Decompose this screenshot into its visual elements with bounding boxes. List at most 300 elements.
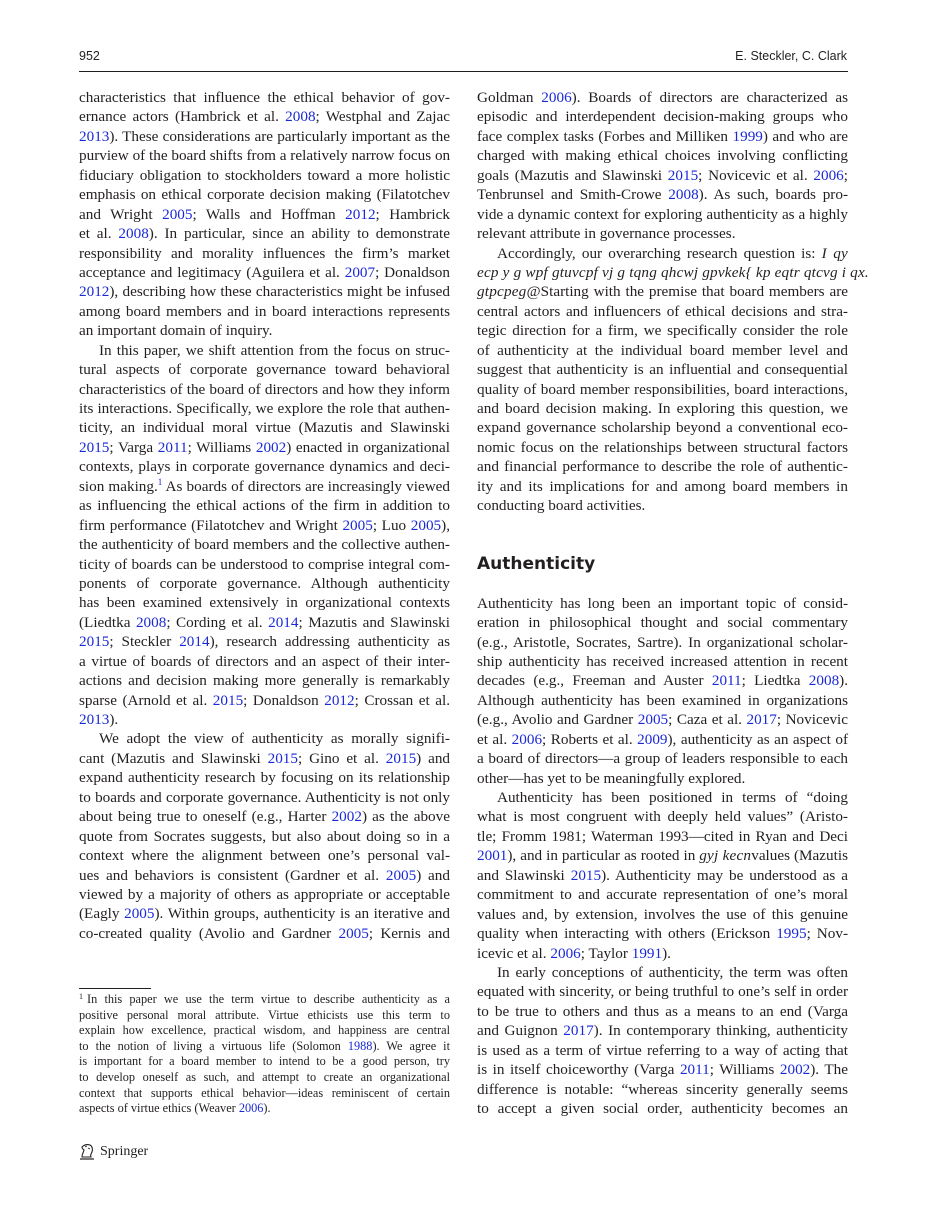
body-text: ). — [109, 711, 119, 728]
text-line — [477, 380, 848, 399]
text-line — [79, 632, 450, 651]
body-text: goals (Mazutis and Slawinski — [477, 166, 668, 184]
text-line — [477, 944, 848, 963]
body-text: In this paper we use the term virtue to describe authenticity as a — [87, 992, 450, 1006]
right-column — [477, 88, 869, 1118]
text-line — [477, 127, 848, 146]
citation-link[interactable]: 2006 — [813, 166, 844, 184]
body-text: (e.g., Avolio and Gardner — [477, 711, 638, 729]
text-line — [79, 399, 450, 418]
text-line — [477, 418, 848, 437]
text-line — [477, 788, 848, 807]
body-text: has been examined extensively in organizational contexts — [79, 594, 450, 612]
text-line — [477, 185, 848, 204]
body-text: positive personal moral attribute. Virtue ethicists use this term to — [79, 1007, 450, 1022]
text-line — [79, 827, 450, 846]
text-line — [79, 438, 450, 457]
text-line — [79, 496, 450, 515]
body-text: purview of the board shifts from a relatively narrow focus on — [79, 147, 451, 165]
body-text: ). We agree it — [372, 1038, 451, 1053]
text-line — [79, 418, 450, 437]
text-line — [477, 749, 848, 768]
citation-link[interactable]: 2005 — [338, 924, 369, 942]
text-line — [477, 107, 848, 126]
body-text: is important for a board member to intend to be a good person, try — [79, 1054, 450, 1069]
body-text: emphasis on ethical corporate decision making (Filatotchev — [79, 186, 450, 204]
body-text: vide a dynamic context for exploring authenticity as a highly — [477, 205, 848, 223]
citation-link[interactable]: 2006 — [550, 944, 581, 962]
text-line — [477, 341, 848, 360]
citation-link[interactable]: 2009 — [637, 730, 668, 748]
text-line — [79, 457, 450, 476]
body-text: values and, by extension, involves the use of this genuine — [477, 905, 848, 923]
citation-link[interactable]: 2005 — [124, 905, 155, 923]
citation-link[interactable]: 2011 — [679, 1061, 710, 1079]
text-line — [477, 1002, 848, 1021]
body-text: quote from Socrates suggests, but also about doing so in a — [79, 827, 450, 845]
citation-link[interactable]: 2011 — [157, 438, 188, 456]
text-line — [477, 302, 848, 321]
text-line — [79, 1070, 450, 1086]
body-text: ; Cording et al. — [166, 613, 269, 631]
body-text: and Guignon — [477, 1022, 564, 1040]
citation-link[interactable]: 2005 — [410, 516, 442, 534]
body-text: Authenticity has long been an important topic of consid- — [477, 594, 848, 612]
text-line — [477, 1021, 848, 1040]
footnote-number: 1 — [79, 992, 83, 1001]
text-line — [79, 1054, 450, 1070]
body-text: values (Mazutis — [751, 847, 848, 865]
citation-link[interactable]: 2002 — [331, 808, 362, 826]
text-line — [477, 866, 848, 885]
running-head-authors: E. Steckler, C. Clark — [735, 49, 847, 63]
text-line — [477, 88, 848, 107]
citation-link[interactable]: 2001 — [477, 847, 508, 865]
body-text: suggest that authenticity is an influential and consequential — [477, 361, 848, 379]
footnote — [79, 992, 450, 1117]
text-line — [79, 185, 450, 204]
body-text: central actors and influencers of ethical decisions and stra- — [477, 302, 848, 320]
citation-link[interactable]: 2017 — [746, 711, 777, 729]
body-text: context where the alignment between one’s personal val- — [79, 847, 450, 865]
body-text: Accordingly, our overarching research question is: — [497, 244, 822, 262]
body-text: ). In contemporary thinking, authenticity — [593, 1022, 848, 1040]
body-text: firm performance (Filatotchev and Wright — [79, 516, 343, 534]
body-text: ; Roberts et al. — [542, 730, 638, 748]
right-column-authenticity-body — [477, 594, 848, 1119]
body-text: ). — [662, 944, 671, 962]
body-text: difference is notable: “whereas sincerity generally seems — [477, 1080, 848, 1098]
text-line — [477, 594, 848, 613]
body-text: sion making. — [79, 477, 158, 495]
text-line — [79, 477, 450, 496]
text-line — [79, 107, 450, 126]
body-text: ; Williams — [709, 1061, 780, 1079]
body-text: acceptance and legitimacy (Aguilera et al. — [79, 263, 345, 281]
body-text: ), — [441, 516, 450, 534]
text-line — [477, 496, 848, 515]
italic-text: ecp y g wpf gtuvcpf vj g tqng qhcwj gpvkek{ kp eqtr qtcvg i qx. — [477, 263, 869, 281]
body-text: an important domain of inquiry. — [79, 322, 273, 340]
text-line — [477, 244, 848, 263]
text-line — [477, 613, 848, 632]
citation-link[interactable]: 2006 — [541, 89, 572, 106]
text-line — [79, 127, 450, 146]
citation-link[interactable]: 2002 — [255, 438, 287, 456]
text-line — [477, 263, 869, 282]
body-text: ues and behaviors is consistent (Gardner et al. — [79, 866, 386, 884]
citation-link[interactable]: 2012 — [79, 283, 110, 301]
text-line — [79, 1008, 450, 1024]
text-line — [79, 924, 450, 943]
body-text: ). The — [810, 1061, 848, 1079]
text-line — [79, 263, 450, 282]
citation-link[interactable]: 2015 — [667, 166, 699, 184]
text-line — [79, 710, 450, 729]
italic-text: gtpcpeg@ — [477, 283, 541, 301]
body-text: Authenticity has been positioned in terms of “doing — [497, 789, 848, 806]
body-text: ). — [839, 672, 849, 690]
body-text: ). In particular, since an ability to demonstrate — [148, 225, 451, 243]
text-line — [477, 807, 848, 826]
body-text: (e.g., Aristotle, Socrates, Sartre). In organizational scholar- — [477, 633, 848, 651]
text-line — [79, 807, 450, 826]
body-text: Starting with the premise that board members are — [540, 283, 848, 301]
body-text: ), and in particular as rooted in — [507, 847, 700, 865]
body-text: is in itself choiceworthy (Varga — [477, 1061, 680, 1079]
body-text: as influencing the ethical actions of the firm in addition to — [79, 497, 450, 515]
text-line — [79, 302, 450, 321]
text-line — [79, 613, 450, 632]
body-text: nomic focus on the relationships between structural factors — [477, 438, 848, 456]
citation-link[interactable]: 2005 — [385, 866, 417, 884]
text-line — [79, 768, 450, 787]
citation-link[interactable]: 2013 — [79, 711, 110, 728]
body-text: ) as the above — [361, 808, 450, 826]
citation-link[interactable]: 2008 — [135, 613, 167, 631]
body-text: ; — [843, 166, 848, 184]
body-text: ) enacted in organizational — [286, 438, 450, 456]
citation-link[interactable]: 2015 — [570, 866, 602, 884]
body-text: ship authenticity has received increased attention in recent — [477, 652, 848, 670]
text-line — [477, 710, 848, 729]
body-text: and board decision making. In exploring this question, we — [477, 400, 848, 417]
citation-link[interactable]: 2005 — [637, 711, 669, 729]
text-line — [477, 671, 848, 690]
citation-link[interactable]: 2011 — [711, 672, 742, 690]
citation-link[interactable]: 2013 — [79, 127, 110, 145]
body-text: relevant attribute in governance processes. — [477, 225, 736, 243]
text-line — [79, 205, 450, 224]
body-text: expand governance scholarship beyond a conventional eco- — [477, 419, 848, 437]
text-line — [79, 146, 450, 165]
citation-link[interactable]: 1991 — [631, 944, 663, 962]
text-line — [79, 555, 450, 574]
body-text: commitment to and accurate representation of one’s moral — [477, 886, 848, 904]
text-line — [79, 1039, 450, 1055]
body-text: As boards of directors are increasingly viewed — [162, 477, 450, 495]
text-line — [477, 146, 848, 165]
body-text: Although authenticity has been examined in organizations — [477, 691, 848, 709]
body-text: to be true to others and thus as a means to an end (Varga — [477, 1002, 848, 1020]
citation-link[interactable]: 2014 — [179, 633, 210, 651]
text-line — [477, 360, 848, 379]
body-text: equated with sincerity, or being truthful to one’s self in order — [477, 983, 848, 1001]
body-text: ticity of boards can be understood to comprise integral com- — [79, 555, 450, 573]
text-line — [477, 769, 848, 788]
body-text: ; Walls and Hoffman — [192, 205, 346, 223]
text-line — [477, 477, 848, 496]
text-line — [477, 224, 848, 243]
citation-link[interactable]: 2008 — [668, 186, 699, 204]
body-text: actions and decision making more generally is remarkably — [79, 672, 450, 690]
body-text: characteristics that influence the ethical behavior of gov- — [79, 89, 450, 106]
body-text: face complex tasks (Forbes and Milliken — [477, 127, 733, 145]
body-text: eration in philosophical thought and social commentary — [477, 614, 848, 632]
body-text: cant (Mazutis and Slawinski — [79, 749, 268, 767]
body-text: tegic direction for a firm, we specifically consider the role — [477, 322, 848, 340]
header-rule — [79, 71, 848, 72]
body-text: contexts, plays in corporate governance dynamics and deci- — [79, 458, 450, 476]
body-text: ) and who are — [762, 127, 849, 145]
text-line — [79, 282, 450, 301]
page-number: 952 — [79, 49, 100, 63]
text-line — [477, 399, 848, 418]
text-line — [477, 1099, 848, 1118]
citation-link[interactable]: 2006 — [511, 730, 543, 748]
body-text: ; Luo — [372, 516, 411, 534]
citation-link[interactable]: 2002 — [779, 1061, 811, 1079]
text-line — [79, 224, 450, 243]
body-text: decades (e.g., Freeman and Auster — [477, 672, 712, 690]
body-text: ; Nov- — [806, 925, 848, 943]
body-text: ; Williams — [187, 438, 256, 456]
text-line — [477, 1080, 848, 1099]
body-text: In this paper, we shift attention from the focus on struc- — [99, 341, 450, 359]
text-line — [477, 963, 848, 982]
citation-link[interactable]: 2015 — [385, 749, 417, 767]
body-text: ; Varga — [109, 438, 158, 456]
body-text: ) and — [416, 749, 451, 767]
body-text: fiduciary obligation to stockholders toward a more holistic — [79, 166, 450, 184]
body-text: tural aspects of corporate governance toward behavioral — [79, 361, 450, 379]
body-text: ). Authenticity may be understood as a — [601, 866, 848, 884]
body-text: aspects of virtue ethics (Weaver — [79, 1101, 239, 1116]
body-text: other—has yet to be meaningfully explored. — [477, 769, 746, 787]
text-line — [477, 282, 848, 301]
body-text: a board of directors—a group of leaders responsible to each — [477, 750, 848, 768]
text-line — [477, 905, 848, 924]
body-text: its interactions. Specifically, we explore the role that authen- — [79, 400, 450, 417]
body-text: ; Kernis and — [368, 924, 450, 942]
body-text: ernance actors (Hambrick et al. — [79, 108, 286, 126]
citation-link[interactable]: 2007 — [344, 263, 376, 281]
body-text: context that supports ethical behavior—ideas reminiscent of certain — [79, 1085, 450, 1100]
body-text: and financial performance to describe the role of authentic- — [477, 458, 848, 476]
text-line — [477, 730, 848, 749]
citation-link[interactable]: 1995 — [776, 925, 807, 943]
text-line — [477, 1060, 848, 1079]
text-line — [477, 982, 848, 1001]
italic-text: gyj kecn — [699, 847, 752, 865]
body-text: ). Within groups, authenticity is an iterative and — [154, 905, 450, 923]
text-line — [477, 321, 848, 340]
body-text: among board members and in board interactions represents — [79, 302, 450, 320]
body-text: ), authenticity as an aspect of — [667, 730, 848, 748]
text-line — [79, 88, 450, 107]
body-text: et al. — [79, 225, 119, 243]
text-line — [79, 1086, 450, 1102]
body-text: ; Mazutis and Slawinski — [298, 613, 450, 631]
body-text: ; Liedtka — [741, 672, 809, 690]
citation-link[interactable]: 2012 — [345, 205, 376, 223]
publisher-name: Springer — [100, 1144, 149, 1159]
body-text: conducting board activities. — [477, 497, 646, 515]
text-line — [477, 652, 848, 671]
text-line — [79, 516, 450, 535]
body-text: ; Steckler — [109, 633, 180, 651]
body-text: icevic et al. — [477, 944, 551, 962]
text-line — [477, 1041, 848, 1060]
body-text: viewed by a majority of others as appropriate or acceptable — [79, 885, 450, 903]
citation-link[interactable]: 2008 — [808, 672, 840, 690]
citation-link[interactable]: 2015 — [212, 691, 244, 709]
body-text: a virtue of boards of directors and an aspect of their inter- — [79, 652, 450, 670]
body-text: quality when interacting with others (Erickson — [477, 925, 777, 943]
text-line — [79, 904, 450, 923]
body-text: ). — [263, 1101, 271, 1116]
body-text: ; Crossan et al. — [354, 691, 450, 709]
body-text: ; Novicevic et al. — [698, 166, 814, 184]
body-text: what is most congruent with deeply held values” (Aristo- — [477, 808, 848, 826]
text-line — [79, 380, 450, 399]
body-text: Goldman — [477, 89, 542, 106]
text-line — [79, 244, 450, 263]
publisher-logo — [79, 1143, 148, 1161]
text-line — [79, 691, 450, 710]
footnote-ref-link[interactable]: 1 — [157, 476, 163, 487]
body-text: and Slawinski — [477, 866, 571, 884]
body-text: to the notion of living a virtuous life (Solomon — [79, 1038, 348, 1053]
citation-link[interactable]: 2006 — [238, 1101, 264, 1116]
text-line — [477, 691, 848, 710]
citation-link[interactable]: 1999 — [732, 127, 763, 145]
body-text: and Wright — [79, 205, 163, 223]
text-line — [79, 535, 450, 554]
body-text: quality of board member responsibilities, board interactions, — [477, 380, 848, 398]
body-text: to accept a given social order, authenticity becomes an — [477, 1100, 848, 1117]
citation-link[interactable]: 1988 — [347, 1038, 373, 1053]
text-line — [79, 866, 450, 885]
body-text: We adopt the view of authenticity as morally signifi- — [99, 730, 450, 748]
text-line — [79, 574, 450, 593]
body-text: ; Gino et al. — [297, 749, 386, 767]
text-line — [79, 729, 450, 748]
left-column — [79, 88, 450, 943]
body-text: ; Novicevic — [776, 711, 849, 729]
body-text: co-created quality (Avolio and Gardner — [79, 924, 339, 942]
text-line — [477, 924, 848, 943]
body-text: charged with making ethical choices involving conflicting — [477, 147, 848, 165]
body-text: Tenbrunsel and Smith-Crowe — [477, 186, 669, 204]
text-line — [79, 652, 450, 671]
citation-link[interactable]: 2015 — [79, 438, 110, 456]
body-text: about being true to oneself (e.g., Harter — [79, 808, 332, 826]
text-line — [477, 205, 848, 224]
body-text: ; Caza et al. — [668, 711, 747, 729]
body-text: characteristics of the board of directors and how they inform — [79, 380, 450, 398]
springer-knight-icon — [79, 1143, 95, 1161]
citation-link[interactable]: 2015 — [267, 749, 298, 767]
text-line — [477, 457, 848, 476]
citation-link[interactable]: 2017 — [563, 1022, 594, 1040]
body-text: tle; Fromm 1981; Waterman 1993—cited in Ryan and Deci — [477, 827, 848, 845]
body-text: expand authenticity research by focusing on its relationship — [79, 769, 450, 787]
body-text: ), research addressing authenticity as — [209, 633, 450, 651]
body-text: ; Donaldson — [243, 691, 325, 709]
text-line — [79, 671, 450, 690]
body-text: of authenticity at the individual board member level and — [477, 341, 848, 359]
body-text: ; Hambrick — [375, 205, 450, 223]
body-text: ; Taylor — [580, 944, 632, 962]
text-line — [477, 846, 848, 865]
citation-link[interactable]: 2014 — [268, 613, 299, 631]
body-text: ity and its implications for and among board members in — [477, 477, 848, 495]
citation-link[interactable]: 2012 — [324, 691, 355, 709]
text-line — [477, 885, 848, 904]
citation-link[interactable]: 2015 — [79, 633, 110, 651]
text-line — [79, 788, 450, 807]
body-text: ponents of corporate governance. Although authenticity — [79, 574, 450, 592]
body-text: et al. — [477, 730, 512, 748]
text-line — [477, 633, 848, 652]
text-line — [79, 1023, 450, 1039]
body-text: episodic and interdependent decision-making groups who — [477, 108, 848, 126]
body-text: to develop oneself as such, and attempt to create an organizational — [79, 1069, 450, 1084]
citation-link[interactable]: 2008 — [285, 108, 316, 126]
body-text: explain how excellence, practical wisdom, and happiness are central — [79, 1023, 450, 1038]
body-text: the authenticity of board members and the collective authen- — [79, 536, 450, 554]
text-line — [79, 321, 450, 340]
text-line — [79, 341, 450, 360]
citation-link[interactable]: 2005 — [162, 205, 193, 223]
body-text: (Liedtka — [79, 613, 136, 631]
text-line — [79, 992, 450, 1008]
right-column-intro — [477, 88, 869, 516]
body-text: responsibility and morality influences the firm’s market — [79, 244, 450, 262]
text-line — [79, 846, 450, 865]
italic-text: I qy — [821, 244, 848, 262]
citation-link[interactable]: 2008 — [118, 225, 149, 243]
text-line — [79, 885, 450, 904]
body-text: ), describing how these characteristics might be infused — [109, 283, 450, 301]
text-line — [79, 749, 450, 768]
footnote-rule — [79, 988, 151, 989]
text-line — [477, 827, 848, 846]
text-line — [477, 166, 848, 185]
body-text: In early conceptions of authenticity, the term was often — [497, 963, 848, 981]
body-text: ). As such, boards pro- — [698, 186, 849, 204]
body-text: is used as a term of virtue referring to a way of acting that — [477, 1041, 848, 1059]
body-text: ). These considerations are particularly important as the — [109, 127, 450, 145]
citation-link[interactable]: 2005 — [342, 516, 373, 534]
section-heading-authenticity: Authenticity — [477, 553, 596, 574]
text-line — [79, 360, 450, 379]
body-text: (Eagly — [79, 905, 125, 923]
body-text: sparse (Arnold et al. — [79, 691, 213, 709]
body-text: ; Westphal and Zajac — [315, 108, 450, 126]
body-text: to boards and corporate governance. Authenticity is not only — [79, 788, 450, 806]
